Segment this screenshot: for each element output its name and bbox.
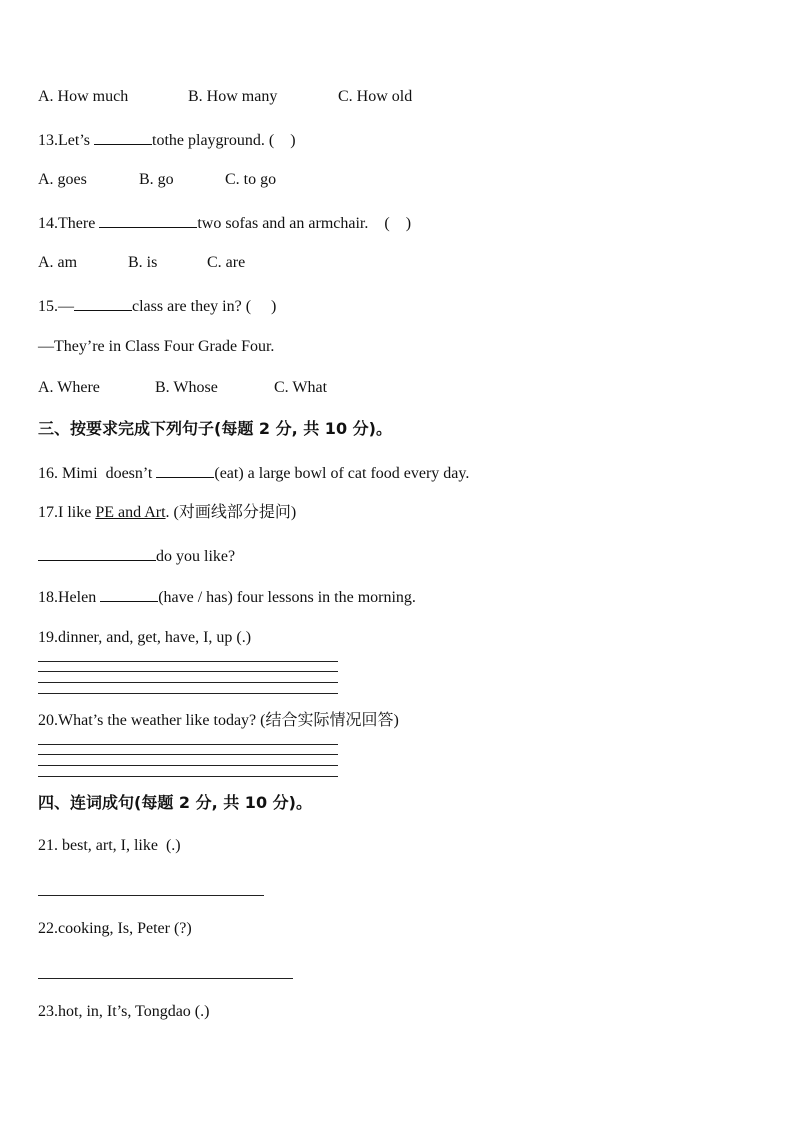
q17-answer-suffix: do you like?: [156, 548, 236, 565]
question-17: [38, 503, 296, 523]
q15-option-a: A. Where: [38, 379, 100, 396]
q15-answer-line: —They’re in Class Four Grade Four.: [38, 338, 275, 355]
q14-blank[interactable]: [99, 212, 197, 228]
q19-writing-line-3[interactable]: [38, 682, 338, 683]
question-19: 19.dinner, and, get, have, I, up (.): [38, 629, 252, 646]
section-3-heading: 三、按要求完成下列句子(每题 2 分, 共 10 分)。: [38, 419, 392, 438]
q17-suffix: . (对画线部分提问): [165, 504, 297, 521]
q22-answer-line[interactable]: [38, 978, 293, 979]
q14-option-c: C. are: [207, 254, 246, 271]
q19-writing-line-1[interactable]: [38, 661, 338, 662]
question-13: [38, 129, 296, 151]
q12-option-c: C. How old: [338, 88, 413, 105]
q15-suffix: class are they in? ( ): [132, 298, 277, 315]
q13-prefix: 13.Let’s: [38, 132, 94, 149]
q17-blank[interactable]: [38, 545, 156, 561]
section-4-heading: 四、连词成句(每题 2 分, 共 10 分)。: [38, 793, 312, 812]
q19-writing-line-4[interactable]: [38, 693, 338, 694]
q20-writing-line-2[interactable]: [38, 754, 338, 755]
q18-suffix: (have / has) four lessons in the morning.: [158, 589, 416, 606]
q16-blank[interactable]: [156, 462, 214, 478]
q13-blank[interactable]: [94, 129, 152, 145]
q14-option-a: A. am: [38, 254, 78, 271]
question-18: [38, 586, 416, 608]
q15-blank[interactable]: [74, 295, 132, 311]
q12-option-a: A. How much: [38, 88, 129, 105]
q14-options: [38, 253, 245, 273]
question-21: 21. best, art, I, like (.): [38, 837, 181, 854]
question-23: 23.hot, in, It’s, Tongdao (.): [38, 1003, 210, 1020]
q19-writing-line-2[interactable]: [38, 671, 338, 672]
q16-suffix: (eat) a large bowl of cat food every day.: [214, 465, 470, 482]
question-20: 20.What’s the weather like today? (结合实际情况回答): [38, 712, 399, 729]
q20-writing-line-1[interactable]: [38, 744, 338, 745]
q12-options: [38, 87, 412, 107]
q12-option-b: B. How many: [188, 88, 278, 105]
q13-options: [38, 170, 276, 190]
q13-suffix: tothe playground. ( ): [152, 132, 296, 149]
q14-suffix: two sofas and an armchair. ( ): [197, 215, 412, 232]
q13-option-c: C. to go: [225, 171, 277, 188]
q13-option-a: A. goes: [38, 171, 87, 188]
q15-option-b: B. Whose: [155, 379, 218, 396]
q15-option-c: C. What: [274, 379, 328, 396]
q17-underlined-phrase: PE and Art: [95, 504, 166, 521]
q20-writing-line-3[interactable]: [38, 765, 338, 766]
question-22: 22.cooking, Is, Peter (?): [38, 920, 192, 937]
q20-writing-line-4[interactable]: [38, 776, 338, 777]
question-15: [38, 295, 276, 317]
q17-prefix: 17.I like: [38, 504, 96, 521]
q16-prefix: 16. Mimi doesn’t: [38, 465, 157, 482]
q21-answer-line[interactable]: [38, 895, 264, 896]
q15-options: [38, 378, 327, 398]
question-14: [38, 212, 411, 234]
question-16: [38, 462, 469, 484]
q14-option-b: B. is: [128, 254, 158, 271]
q13-option-b: B. go: [139, 171, 174, 188]
q18-blank[interactable]: [100, 586, 158, 602]
q14-prefix: 14.There: [38, 215, 100, 232]
q15-prefix: 15.—: [38, 298, 74, 315]
q18-prefix: 18.Helen: [38, 589, 101, 606]
q17-answer-line: [38, 545, 235, 567]
